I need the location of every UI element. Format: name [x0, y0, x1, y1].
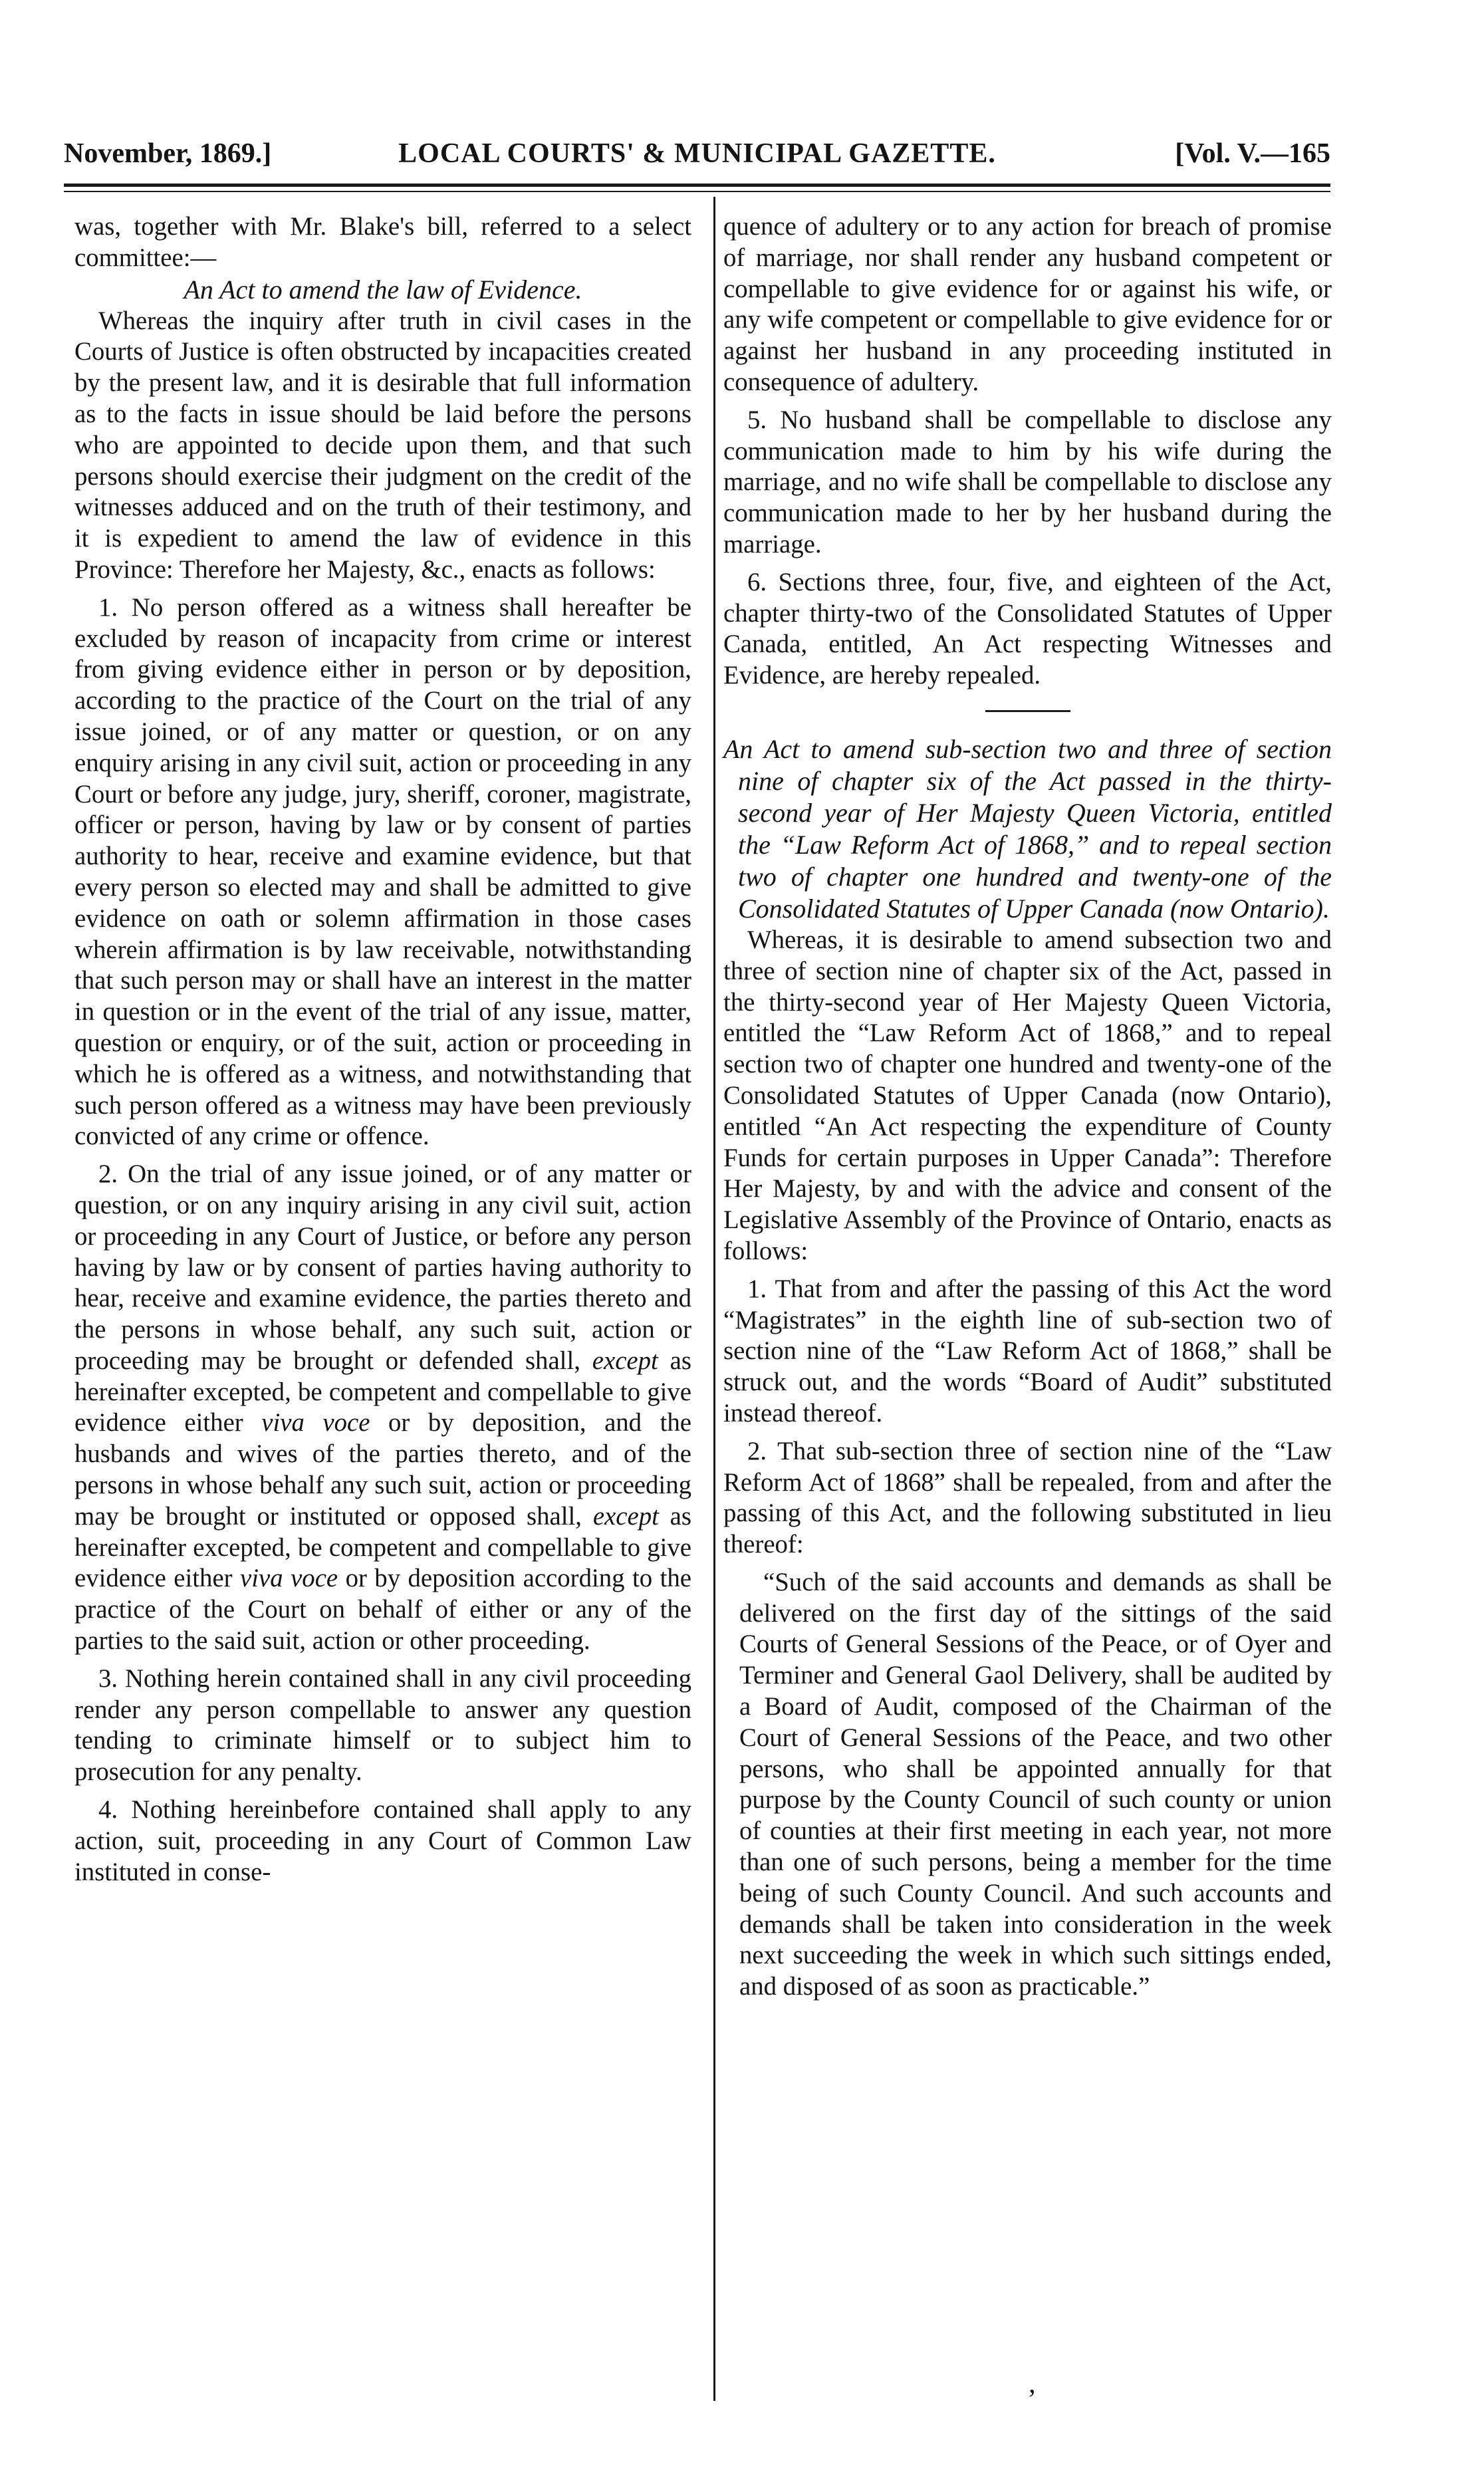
act-title-law-reform: An Act to amend sub-section two and three of section nine of chapter six of the Act passed in the thirty-second year of Her Majesty Queen Victoria, entitled the “Law Reform Act of 1868,” and to repeal section two of chapter one hundred and twenty-one of the Consolidated Statutes of Upper Canada (now Ontario).: [723, 733, 1332, 924]
substituted-subsection-quote: “Such of the said accounts and demands as shall be delivered on the first day of the sittings of the said Courts of General Sessions of the Peace, or of Oyer and Terminer and General Gaol Delivery, shall be audited by a Board of Audit, composed of the Chairman of the Court of General Sessions of the Peace, and two other persons, who shall be appointed annually for that purpose by the County Council of such county or union of counties at their first meeting in each year, not more than one of such persons, being a member for the time being of such County Council. And such accounts and demands shall be taken into consideration in the week next succeeding the week in which such sittings ended, and disposed of as soon as practicable.”: [739, 1567, 1332, 2001]
section-5: 5. No husband shall be compellable to disclose any communication made to him by his wife during the marriage, and no wife shall be compellable to disclose any communication made to her by her husband during the marriage.: [723, 405, 1332, 559]
preamble-law-reform: Whereas, it is desirable to amend subsection two and three of section nine of chapter six of the Act, passed in the thirty-second year of Her Majesty Queen Victoria, entitled the “Law Reform Act of 1868,” and to repeal section two of chapter one hundred and twenty-one of the Consolidated Statutes of Upper Canada (now Ontario), entitled “An Act respecting the expenditure of County Funds for certain purposes in Upper Canada”: Therefore Her Majesty, by and with the advice and consent of the Legislative Assembly of the Province of Ontario, enacts as follows:: [723, 925, 1332, 1265]
section-2: [74, 1159, 691, 1657]
clause-1: 1. That from and after the passing of this Act the word “Magistrates” in the eighth line of sub-section two of section nine of the “Law Reform Act of 1868,” shall be struck out, and the words “Board of Audit” substituted instead thereof.: [723, 1274, 1332, 1428]
act-title-evidence: An Act to amend the law of Evidence.: [184, 274, 582, 305]
header-rule-thin: [64, 191, 1330, 192]
section-2-part-b: as hereinafter excepted, be competent and compellable to give evidence either: [74, 1346, 691, 1437]
publication-title: LOCAL COURTS' & MUNICIPAL GAZETTE.: [398, 138, 996, 169]
section-2-part-e: or by deposition according to the practice of the Court on behalf of either or any of the parties to the said suit, action or other proceeding.: [74, 1564, 691, 1656]
section-4-start: 4. Nothing hereinbefore contained shall apply to any action, suit, proceeding in any Court of Common Law instituted in conse-: [74, 1795, 691, 1886]
left-column: [74, 211, 691, 1888]
section-4-continued: quence of adultery or to any action for breach of promise of marriage, nor shall render any husband competent or compellable to give evidence for or against his wife, or any wife competent or compellable to give evidence for or against her husband in any proceeding instituted in consequence of adultery.: [723, 212, 1332, 396]
page-mark: ʼ: [1027, 2384, 1037, 2415]
section-2-part-d: as hereinafter excepted, be competent and compellable to give evidence either: [74, 1501, 691, 1593]
section-2-part-c: or by deposition, and the husbands and wives of the parties thereto, and of the persons in whose behalf any such suit, action or proceeding may be brought or instituted or opposed shall,: [74, 1408, 692, 1531]
intro-text: was, together with Mr. Blake's bill, referred to a select committee:—: [74, 212, 691, 272]
header-rule-thick: [64, 184, 1330, 187]
section-1: 1. No person offered as a witness shall hereafter be excluded by reason of incapacity from crime or interest from giving evidence either in person or by deposition, according to the practice of the Court on the trial of any issue joined, or of any matter or question, or on any enquiry arising in any civil suit, action or proceeding in any Court or before any judge, jury, sheriff, coroner, magistrate, officer or person, having by law or by consent of parties authority to hear, receive and examine evidence, but that every person so elected may and shall be admitted to give evidence on oath or solemn affirmation in those cases wherein affirmation is by law receivable, notwithstanding that such person may or shall have an interest in the matter in question or in the event of the trial of any issue, matter, question or enquiry, or of the suit, action or proceeding in which he is offered as a witness, and notwithstanding that such person offered as a witness may have been previously convicted of any crime or offence.: [74, 592, 691, 1151]
section-2-viva-voce-1: viva voce: [261, 1408, 370, 1437]
section-3: 3. Nothing herein contained shall in any civil proceeding render any person compellable to answer any question tending to criminate himself or to subject him to prosecution for any penalty.: [74, 1664, 691, 1787]
section-separator-rule: [985, 710, 1070, 712]
section-6: 6. Sections three, four, five, and eighteen of the Act, chapter thirty-two of the Consolidated Statutes of Upper Canada, entitled, An Act respecting Witnesses and Evidence, are hereby repealed.: [723, 567, 1332, 690]
section-2-viva-voce-2: viva voce: [240, 1564, 338, 1593]
section-2-except-1: except: [592, 1346, 658, 1375]
preamble-evidence: Whereas the inquiry after truth in civil cases in the Courts of Justice is often obstructed by incapacities created by the present law, and it is desirable that full information as to the facts in issue should be laid before the persons who are appointed to decide upon them, and that such persons should exercise their judgment on the credit of the witnesses adduced and on the truth of their testimony, and it is expedient to amend the law of evidence in this Province: Therefore her Majesty, &c., enacts as follows:: [74, 306, 691, 584]
right-column: [723, 211, 1332, 2003]
column-divider: [713, 197, 715, 2401]
section-2-except-2: except: [592, 1501, 659, 1531]
section-2-part-a: 2. On the trial of any issue joined, or of any matter or question, or on any inquiry arising in any civil suit, action or proceeding in any Court of Justice, or before any person having by law or by consent of parties having authority to hear, receive and examine evidence, the parties thereto and the persons in whose behalf, any such suit, action or proceeding may be brought or defended shall,: [74, 1160, 691, 1375]
issue-date: November, 1869.]: [64, 138, 272, 169]
running-head: [64, 133, 1330, 174]
clause-2: 2. That sub-section three of section nine of the “Law Reform Act of 1868” shall be repealed, from and after the passing of this Act, and the following substituted in lieu thereof:: [723, 1436, 1332, 1559]
volume-page-number: [Vol. V.—165: [1175, 138, 1330, 169]
